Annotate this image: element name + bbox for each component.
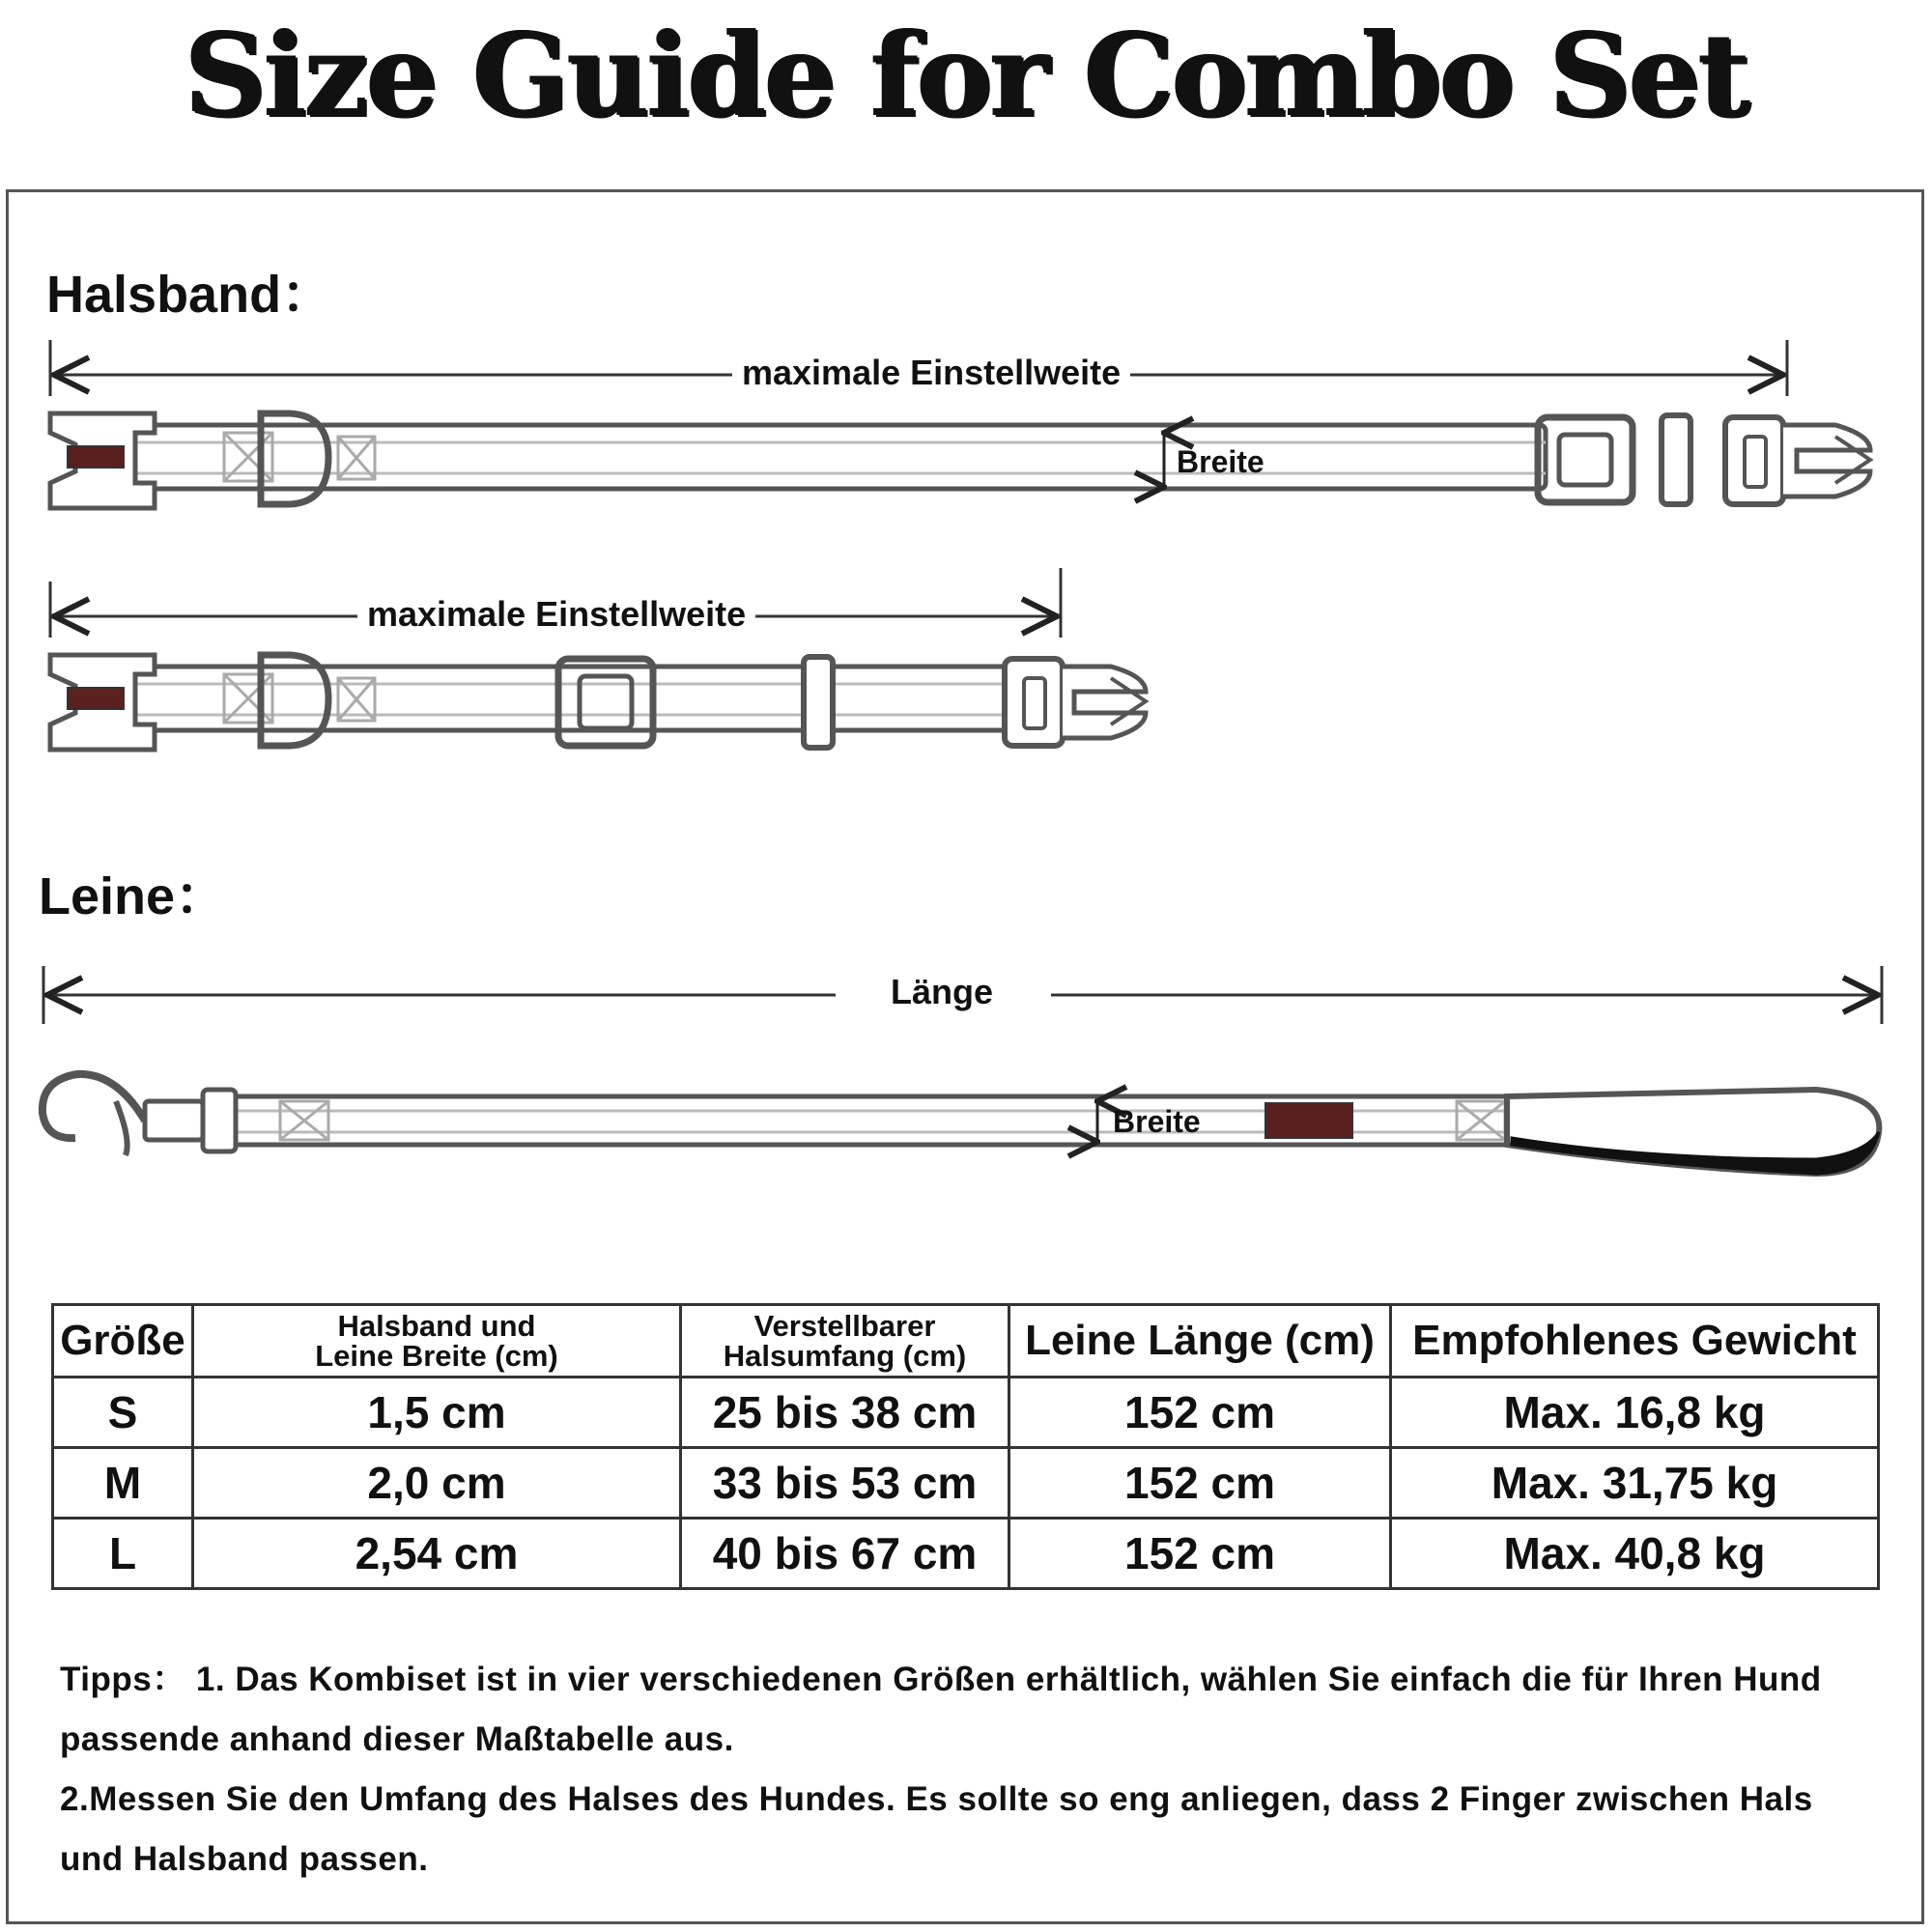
collar-width-label: Breite [1177, 444, 1264, 479]
cell-size: S [53, 1378, 193, 1448]
collar-max-adjust-label: maximale Einstellweite [732, 353, 1130, 393]
cell-weight: Max. 40,8 kg [1391, 1519, 1879, 1589]
cell-size: L [53, 1519, 193, 1589]
header-weight: Empfohlenes Gewicht [1391, 1305, 1879, 1378]
table-header-row [53, 1305, 1879, 1378]
table-row [53, 1448, 1879, 1519]
cell-size: M [53, 1448, 193, 1519]
header-size: Größe [53, 1305, 193, 1378]
tip-2: 2.Messen Sie den Umfang des Halses des Hundes. Es sollte so eng anliegen, dass 2 Finger zwischen Hals und Halsband passen. [60, 1780, 1813, 1878]
header-neck [681, 1305, 1009, 1378]
header-neck-line1: Verstellbarer [753, 1309, 936, 1343]
leash-width-label: Breite [1113, 1104, 1201, 1139]
cell-length: 152 cm [1009, 1448, 1391, 1519]
cell-width: 2,0 cm [193, 1448, 681, 1519]
leash-heading: Leine： [39, 867, 228, 925]
short-collar-max-adjust-label: maximale Einstellweite [357, 594, 755, 635]
cell-length: 152 cm [1009, 1378, 1391, 1448]
size-table [51, 1303, 1880, 1590]
brand-tag-icon [68, 688, 124, 709]
cell-weight: Max. 16,8 kg [1391, 1378, 1879, 1448]
header-width-line1: Halsband und [337, 1309, 536, 1343]
leash [43, 1074, 1879, 1174]
header-neck-line2: Halsumfang (cm) [723, 1339, 967, 1373]
table-row [53, 1519, 1879, 1589]
cell-neck: 40 bis 67 cm [681, 1519, 1009, 1589]
page-title: Size Guide for Combo Set [184, 8, 1748, 142]
cell-width: 2,54 cm [193, 1519, 681, 1589]
cell-length: 152 cm [1009, 1519, 1391, 1589]
leash-length-label: Länge [881, 972, 1003, 1012]
cell-weight: Max. 31,75 kg [1391, 1448, 1879, 1519]
header-width [193, 1305, 681, 1378]
cell-width: 1,5 cm [193, 1378, 681, 1448]
table-row [53, 1378, 1879, 1448]
collar-heading: Halsband： [46, 266, 334, 324]
header-leash-length: Leine Länge (cm) [1009, 1305, 1391, 1378]
tip-1: Tipps： 1. Das Kombiset ist in vier verschiedenen Größen erhältlich, wählen Sie einfach die für Ihren Hund passende anhand dieser Maßtabelle aus. [60, 1661, 1822, 1758]
header-width-line2: Leine Breite (cm) [315, 1339, 558, 1373]
brand-tag-icon [1265, 1103, 1352, 1138]
short-collar [50, 655, 1146, 750]
cell-neck: 33 bis 53 cm [681, 1448, 1009, 1519]
cell-neck: 25 bis 38 cm [681, 1378, 1009, 1448]
brand-tag-icon [68, 446, 124, 468]
tips-section [60, 1650, 1876, 1889]
long-collar [50, 413, 1870, 508]
